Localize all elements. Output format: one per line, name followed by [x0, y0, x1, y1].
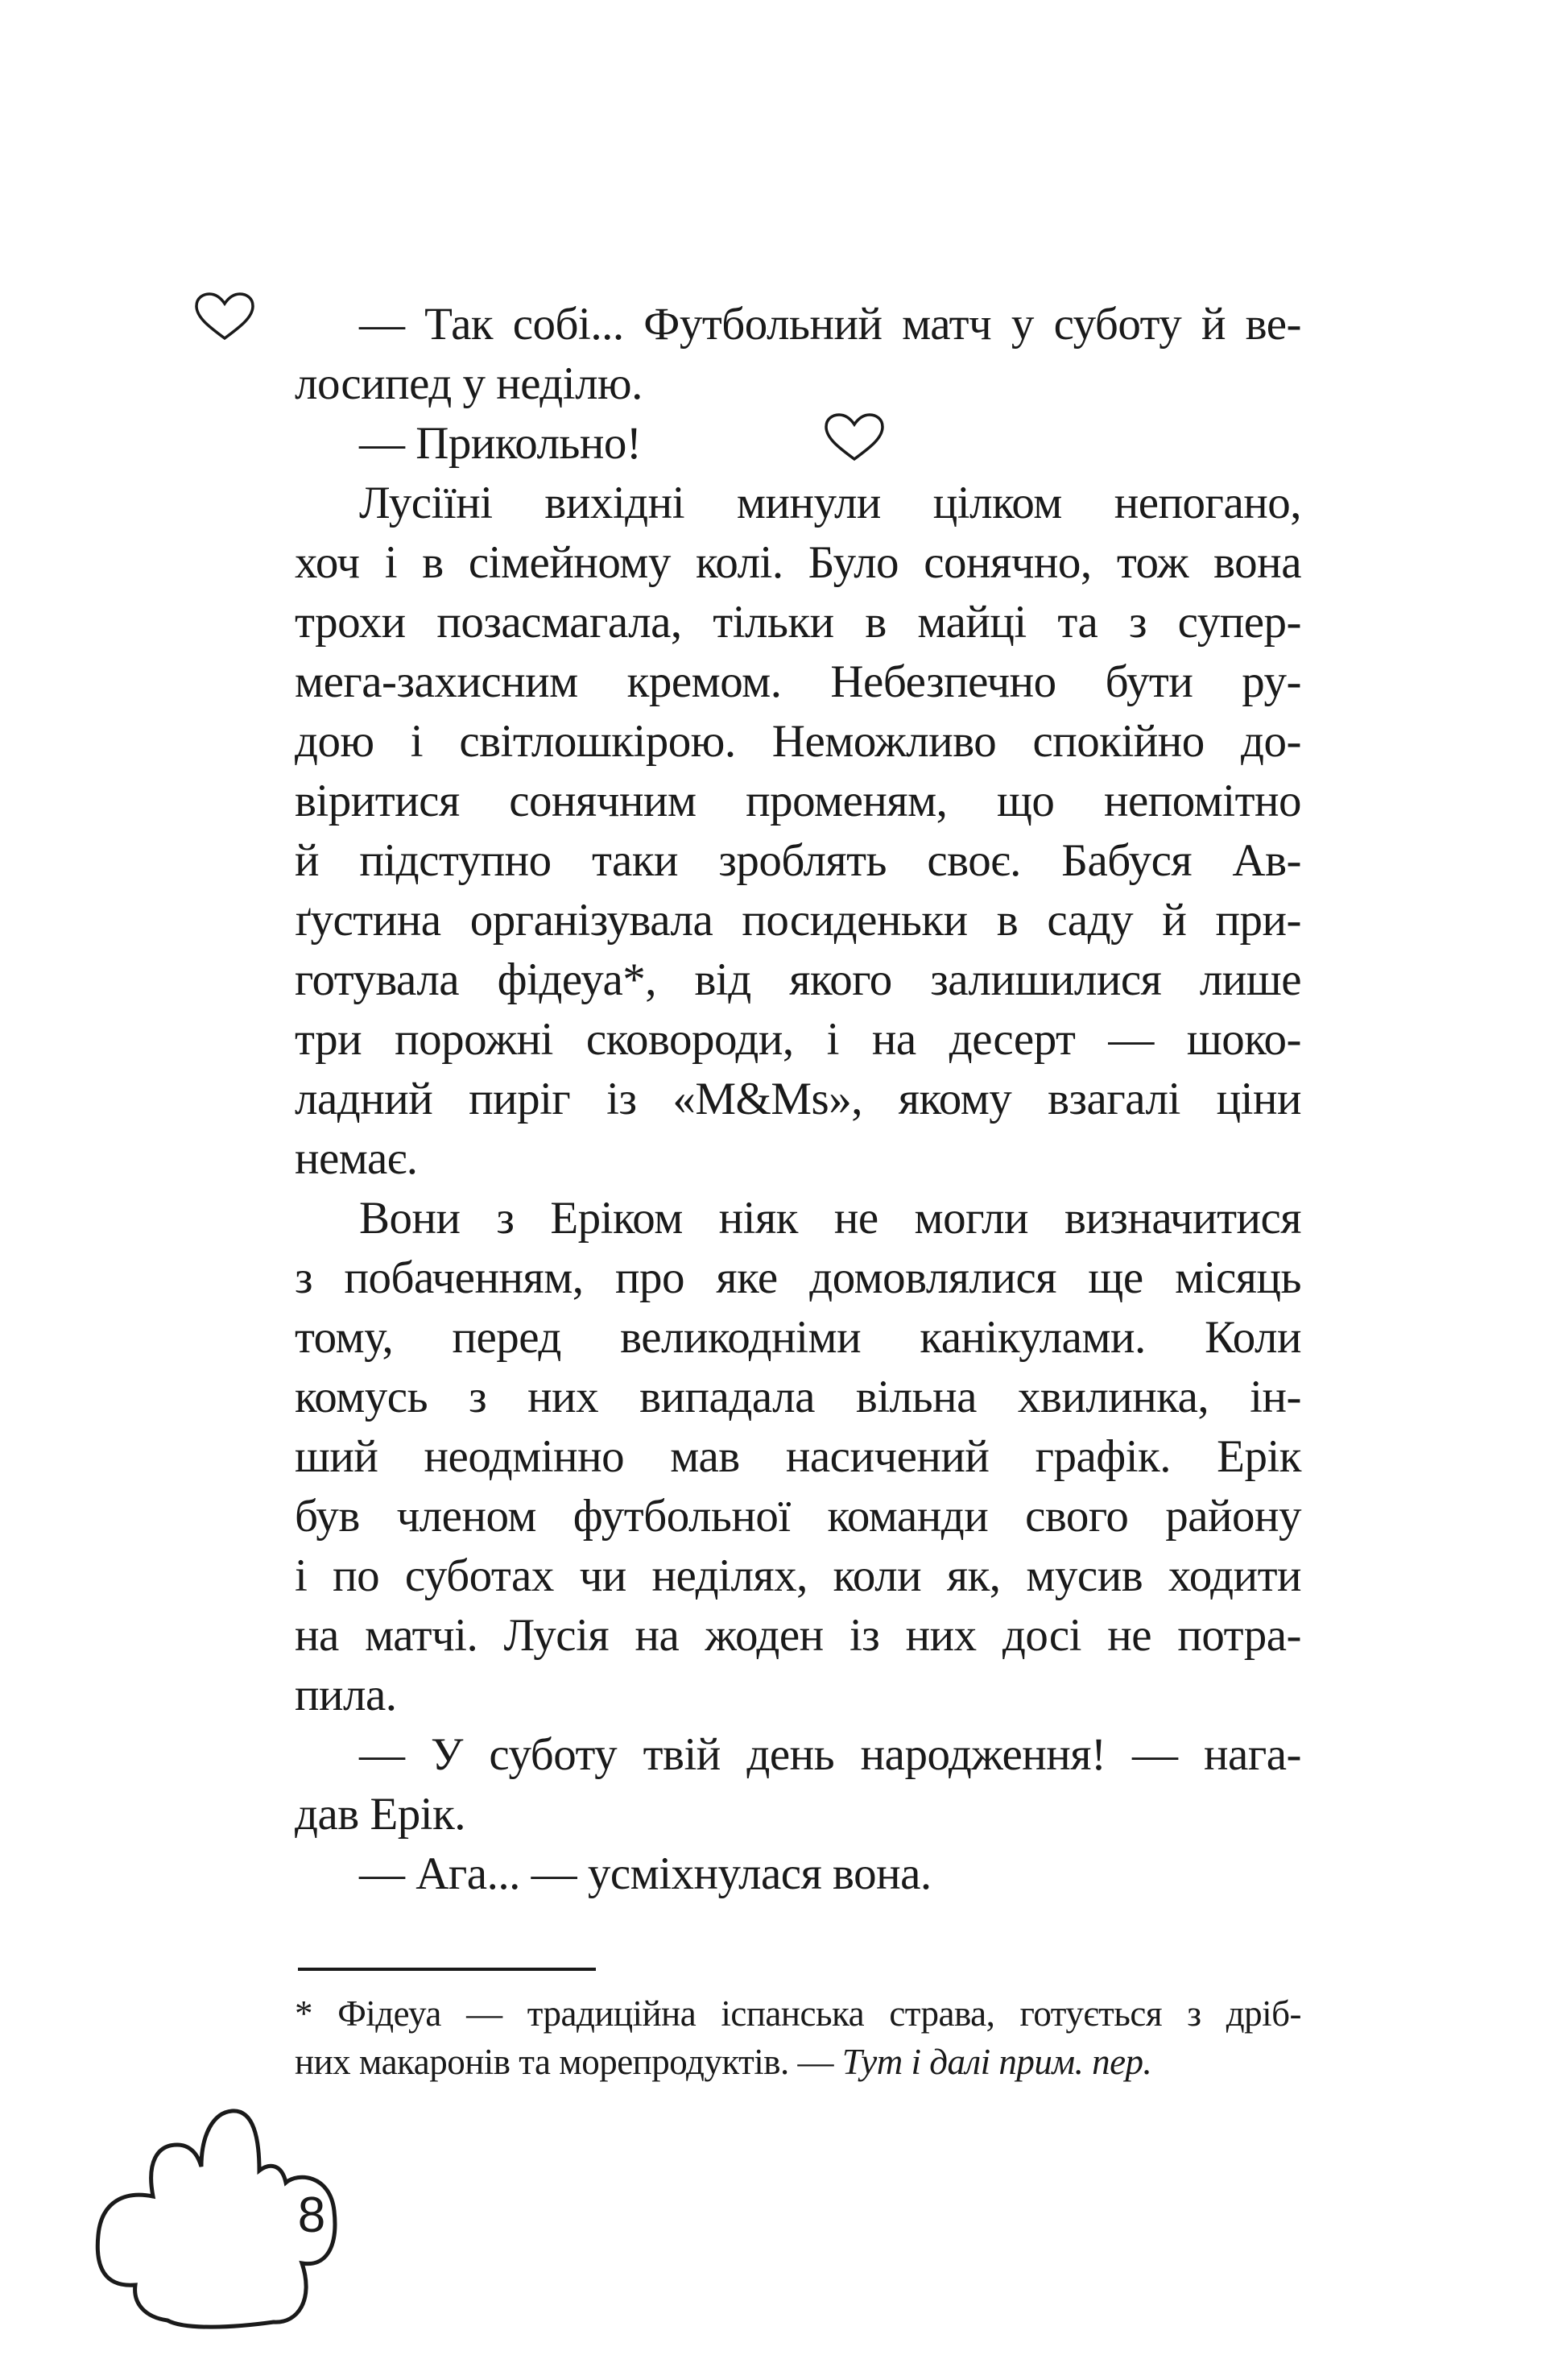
text-line: — Прикольно! [359, 418, 642, 469]
text-line: ладний пиріг із «M&Ms», якому взагалі ціни [295, 1074, 1301, 1124]
body-text [295, 295, 1301, 1904]
text-line: хоч і в сімейному колі. Було сонячно, тож вона [295, 537, 1301, 588]
text-line: — Так собі... Футбольний матч у суботу й ве- [359, 299, 1301, 350]
text-line: комусь з них випадала вільна хвилинка, ін- [295, 1372, 1301, 1422]
cloud-icon [89, 2106, 491, 2340]
footnote-line: * Фідеуа — традиційна іспанська страва, готується з дріб- [295, 1993, 1301, 2034]
text-line: ґустина організувала посиденьки в саду й при- [295, 895, 1301, 946]
text-line: ший неодмінно мав насичений графік. Ерік [295, 1431, 1301, 1482]
text-line: тому, перед великодніми канікулами. Коли [295, 1312, 1301, 1363]
text-line: — У суботу твій день народження! — нага- [359, 1729, 1301, 1780]
text-line: лосипед у неділю. [295, 358, 643, 409]
text-line: мега-захисним кремом. Небезпечно бути ру- [295, 656, 1301, 707]
heart-icon [193, 292, 256, 341]
text-line: дою і світлошкірою. Неможливо спокійно до- [295, 716, 1301, 767]
text-line: пила. [295, 1670, 397, 1720]
text-line: дав Ерік. [295, 1789, 466, 1840]
text-line: і по суботах чи неділях, коли як, мусив ходити [295, 1550, 1301, 1601]
footnote-divider [298, 1968, 596, 1971]
text-line: Лусіїні вихідні минули цілком непогано, [359, 478, 1301, 528]
text-line: віритися сонячним променям, що непомітно [295, 776, 1301, 826]
text-line: й підступно таки зроблять своє. Бабуся Ав- [295, 835, 1301, 886]
text-line: був членом футбольної команди свого району [295, 1491, 1301, 1542]
footnote-translator-note: Тут і далі прим. пер. [841, 2042, 1152, 2082]
text-line: готувала фідеуа*, від якого залишилися лише [295, 954, 1301, 1005]
page-number: 8 [297, 2188, 326, 2243]
footnote-line [295, 2038, 1301, 2086]
text-line: з побаченням, про яке домовлялися ще місяць [295, 1252, 1301, 1303]
text-line: три порожні сковороди, і на десерт — шоко- [295, 1014, 1301, 1065]
text-line: — Ага... — усміхнулася вона. [359, 1848, 932, 1899]
text-line: на матчі. Лусія на жоден із них досі не потра- [295, 1610, 1301, 1661]
text-line: немає. [295, 1133, 418, 1184]
text-line: трохи позасмагала, тільки в майці та з супер- [295, 597, 1301, 648]
footnote-text: них макаронів та морепродуктів. — [295, 2042, 842, 2082]
footnote [295, 1989, 1301, 2086]
text-line: Вони з Еріком ніяк не могли визначитися [359, 1193, 1301, 1244]
